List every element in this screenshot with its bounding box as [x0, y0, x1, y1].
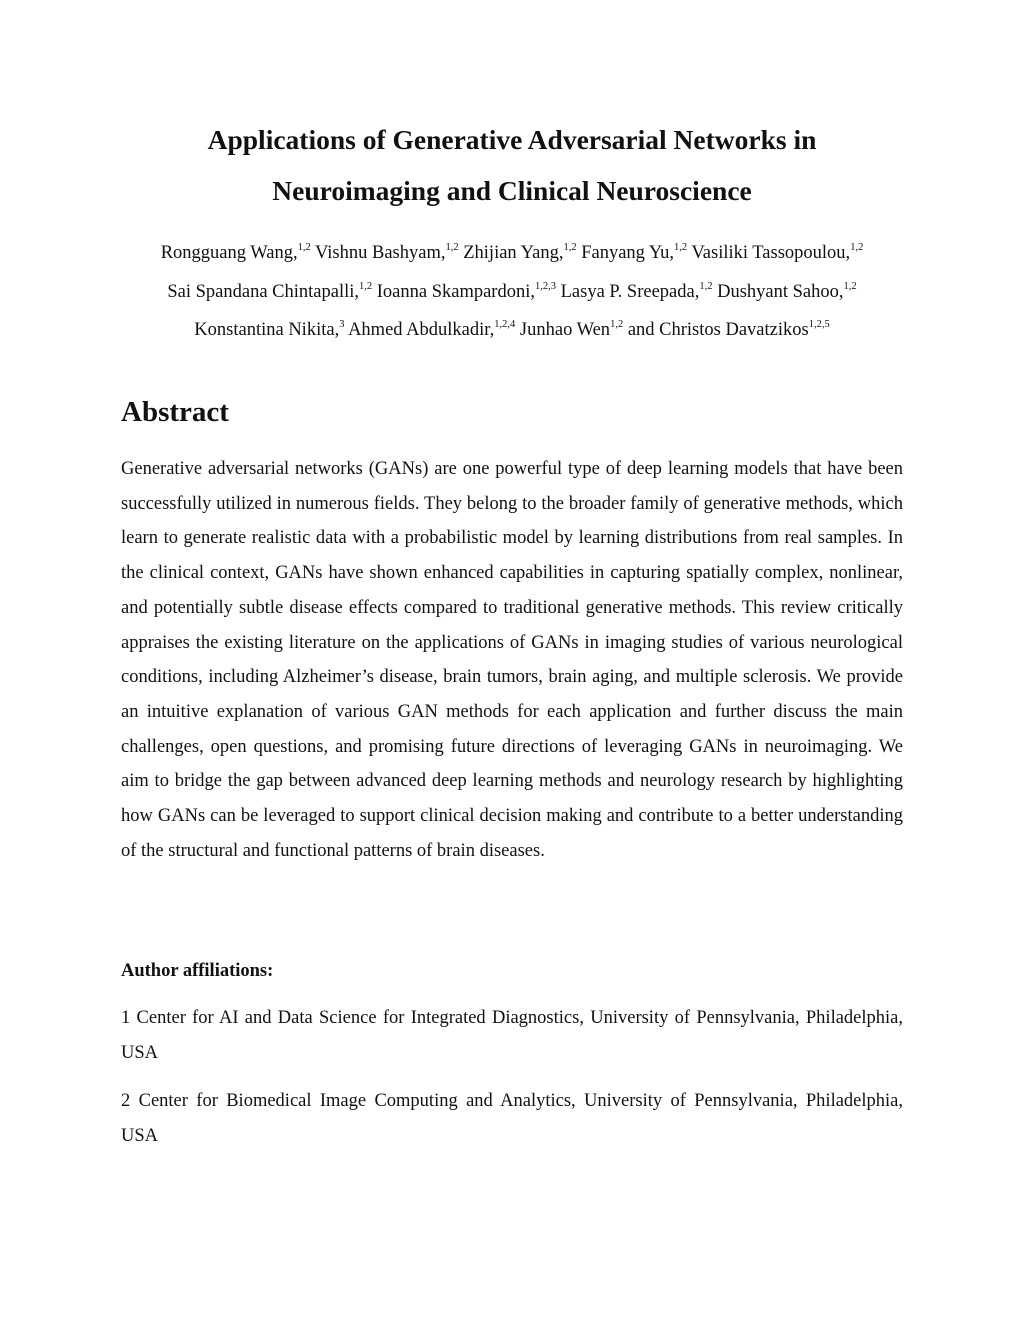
- author-name: Sai Spandana Chintapalli,: [167, 281, 359, 302]
- abstract-heading: Abstract: [121, 396, 229, 428]
- author-name: Rongguang Wang,: [160, 243, 298, 263]
- author-affiliation-mark: 3: [339, 319, 345, 330]
- affiliation-item: 1 Center for AI and Data Science for Integrated Diagnostics, University of Pennsylvania, Philadelphia, USA: [121, 1008, 903, 1063]
- author-name: Konstantina Nikita,: [194, 320, 340, 340]
- author-name: Vishnu Bashyam,: [315, 243, 446, 263]
- author-affiliation-mark: 1,2: [563, 242, 577, 253]
- author-name: Vasiliki Tassopoulou,: [691, 243, 851, 263]
- author-name: and Christos Davatzikos: [627, 320, 809, 340]
- paper-title-line-1: Applications of Generative Adversarial Networks in: [207, 124, 817, 155]
- author-name: Lasya P. Sreepada,: [560, 281, 700, 302]
- author-name: Ahmed Abdulkadir,: [348, 320, 495, 340]
- author-name: Junhao Wen: [519, 320, 611, 340]
- affiliations-heading: Author affiliations:: [121, 961, 274, 981]
- affiliation-item: 2 Center for Biomedical Image Computing and Analytics, University of Pennsylvania, Philadelphia, USA: [121, 1091, 903, 1146]
- author-name: Zhijian Yang,: [463, 243, 564, 263]
- author-affiliation-mark: 1,2,5: [808, 319, 830, 330]
- author-list: [100, 240, 924, 356]
- author-affiliation-mark: 1,2: [843, 280, 857, 292]
- author-affiliation-mark: 1,2: [699, 280, 713, 292]
- author-affiliation-mark: 1,2: [445, 242, 459, 253]
- author-name: Ioanna Skampardoni,: [376, 281, 535, 302]
- author-name: Fanyang Yu,: [581, 243, 675, 263]
- author-affiliation-mark: 1,2: [359, 280, 373, 292]
- author-affiliation-mark: 1,2: [610, 319, 624, 330]
- author-name: Dushyant Sahoo,: [717, 281, 844, 302]
- author-affiliation-mark: 1,2: [297, 242, 311, 253]
- abstract-text: Generative adversarial networks (GANs) are one powerful type of deep learning models that have been successfully utilized in numerous fields. They belong to the broader family of generative methods, which learn to generate realistic data with a probabilistic model by learning distributions from real samples. In the clinical context, GANs have shown enhanced capabilities in capturing spatially complex, nonlinear, and potentially subtle disease effects compared to traditional generative methods. This review critically appraises the existing literature on the applications of GANs in imaging studies of various neurological conditions, including Alzheimer’s disease, brain tumors, brain aging, and multiple sclerosis. We provide an intuitive explanation of various GAN methods for each application and further discuss the main challenges, open questions, and promising future directions of leveraging GANs in neuroimaging. We aim to bridge the gap between advanced deep learning methods and neurology research by highlighting how GANs can be leveraged to support clinical decision making and contribute to a better understanding of the structural and functional patterns of brain diseases.: [121, 459, 903, 861]
- author-affiliation-mark: 1,2,3: [535, 280, 556, 292]
- author-line: [100, 279, 924, 318]
- author-affiliation-mark: 1,2: [850, 242, 864, 253]
- author-affiliation-mark: 1,2,4: [494, 319, 516, 330]
- author-line: [100, 317, 924, 356]
- author-affiliation-mark: 1,2: [674, 242, 688, 253]
- author-line: [100, 240, 924, 279]
- paper-title-line-2: Neuroimaging and Clinical Neuroscience: [272, 175, 752, 206]
